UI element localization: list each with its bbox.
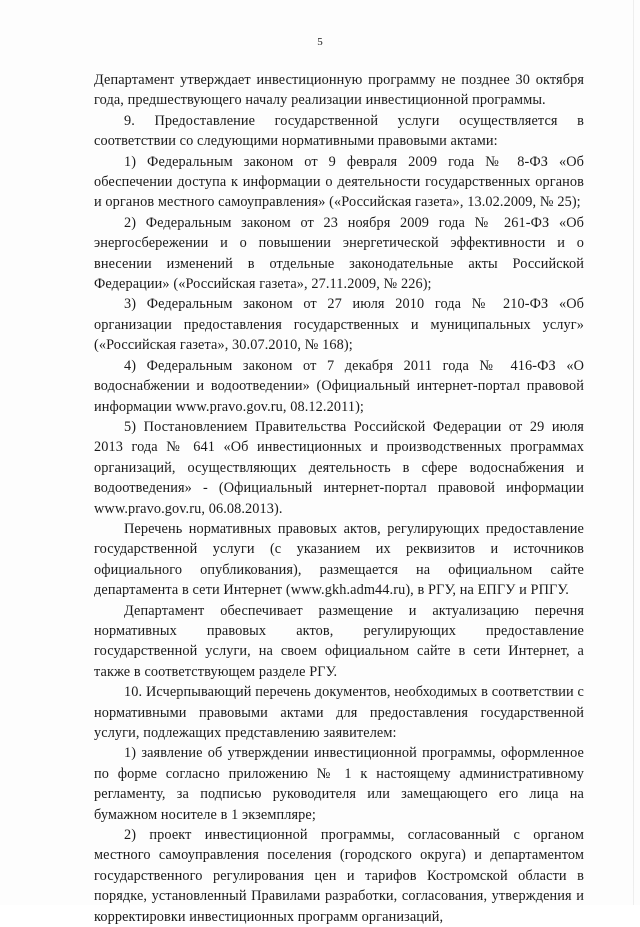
paragraph-item-9: 9. Предоставление государственной услуги осуществляется в соответствии со следующими нормативными правовыми актами: <box>94 112 584 150</box>
scan-edge <box>633 0 634 905</box>
paragraph-item-10: 10. Исчерпывающий перечень документов, необходимых в соответствии с нормативными правовыми актами для предоставления государственной услуги, подлежащих представлению заявителем: <box>94 684 584 741</box>
paragraph-law-5: 5) Постановлением Правительства Российской Федерации от 29 июля 2013 года № 641 «Об инвестиционных и производственных программах организаций, осуществляющих деятельность в сфере водоснабжения и водоотведения» - (Официальный интернет-портал правовой информации www.pravo.gov.ru, 06.08.2013). <box>94 418 584 517</box>
paragraph-acts-list-publication: Перечень нормативных правовых актов, регулирующих предоставление государственной услуги (с указанием их реквизитов и источников официального опубликования), размещается на официальном сайте департамента в сети Интернет (www.gkh.adm44.ru), в РГУ, на ЕПГУ и РПГУ. <box>94 520 584 599</box>
paragraph-law-4: 4) Федеральным законом от 7 декабря 2011 года № 416-ФЗ «О водоснабжении и водоотведении» (Официальный интернет-портал правовой информации www.pravo.gov.ru, 08.12.2011); <box>94 357 584 415</box>
paragraph-document-2: 2) проект инвестиционной программы, согласованный с органом местного самоуправления поселения (городского округа) и департаментом государственного регулирования цен и тарифов Костромской области в порядке, установленный Правилами разработки, согласования, утверждения и корректировки инвестиционных программ организаций, <box>94 827 584 925</box>
page-number: 5 <box>317 36 323 48</box>
paragraph-law-2: 2) Федеральным законом от 23 ноября 2009 года № 261-ФЗ «Об энергосбережении и о повышении энергетической эффективности и о внесении изменений в отдельные законодательные акты Российской Федерации» («Российская газета», 27.11.2009, № 226); <box>94 214 584 293</box>
paragraph-approval-deadline: Департамент утверждает инвестиционную программу не позднее 30 октября года, предшествующего началу реализации инвестиционной программы. <box>94 72 584 109</box>
document-body <box>94 70 584 927</box>
paragraph-law-3: 3) Федеральным законом от 27 июля 2010 года № 210-ФЗ «Об организации предоставления государственных и муниципальных услуг» («Российская газета», 30.07.2010, № 168); <box>94 296 584 354</box>
paragraph-document-1: 1) заявление об утверждении инвестиционной программы, оформленное по форме согласно приложению № 1 к настоящему административному регламенту, за подписью руководителя или замещающего его лица на бумажном носителе в 1 экземпляре; <box>94 745 584 823</box>
paragraph-acts-list-update: Департамент обеспечивает размещение и актуализацию перечня нормативных правовых актов, регулирующих предоставление государственной услуги, на своем официальном сайте в сети Интернет, а также в соответствующем разделе РГУ. <box>94 602 584 680</box>
paragraph-law-1: 1) Федеральным законом от 9 февраля 2009 года № 8-ФЗ «Об обеспечении доступа к информации о деятельности государственных органов и органов местного самоуправления» («Российская газета», 13.02.2009, № 25); <box>94 153 584 211</box>
